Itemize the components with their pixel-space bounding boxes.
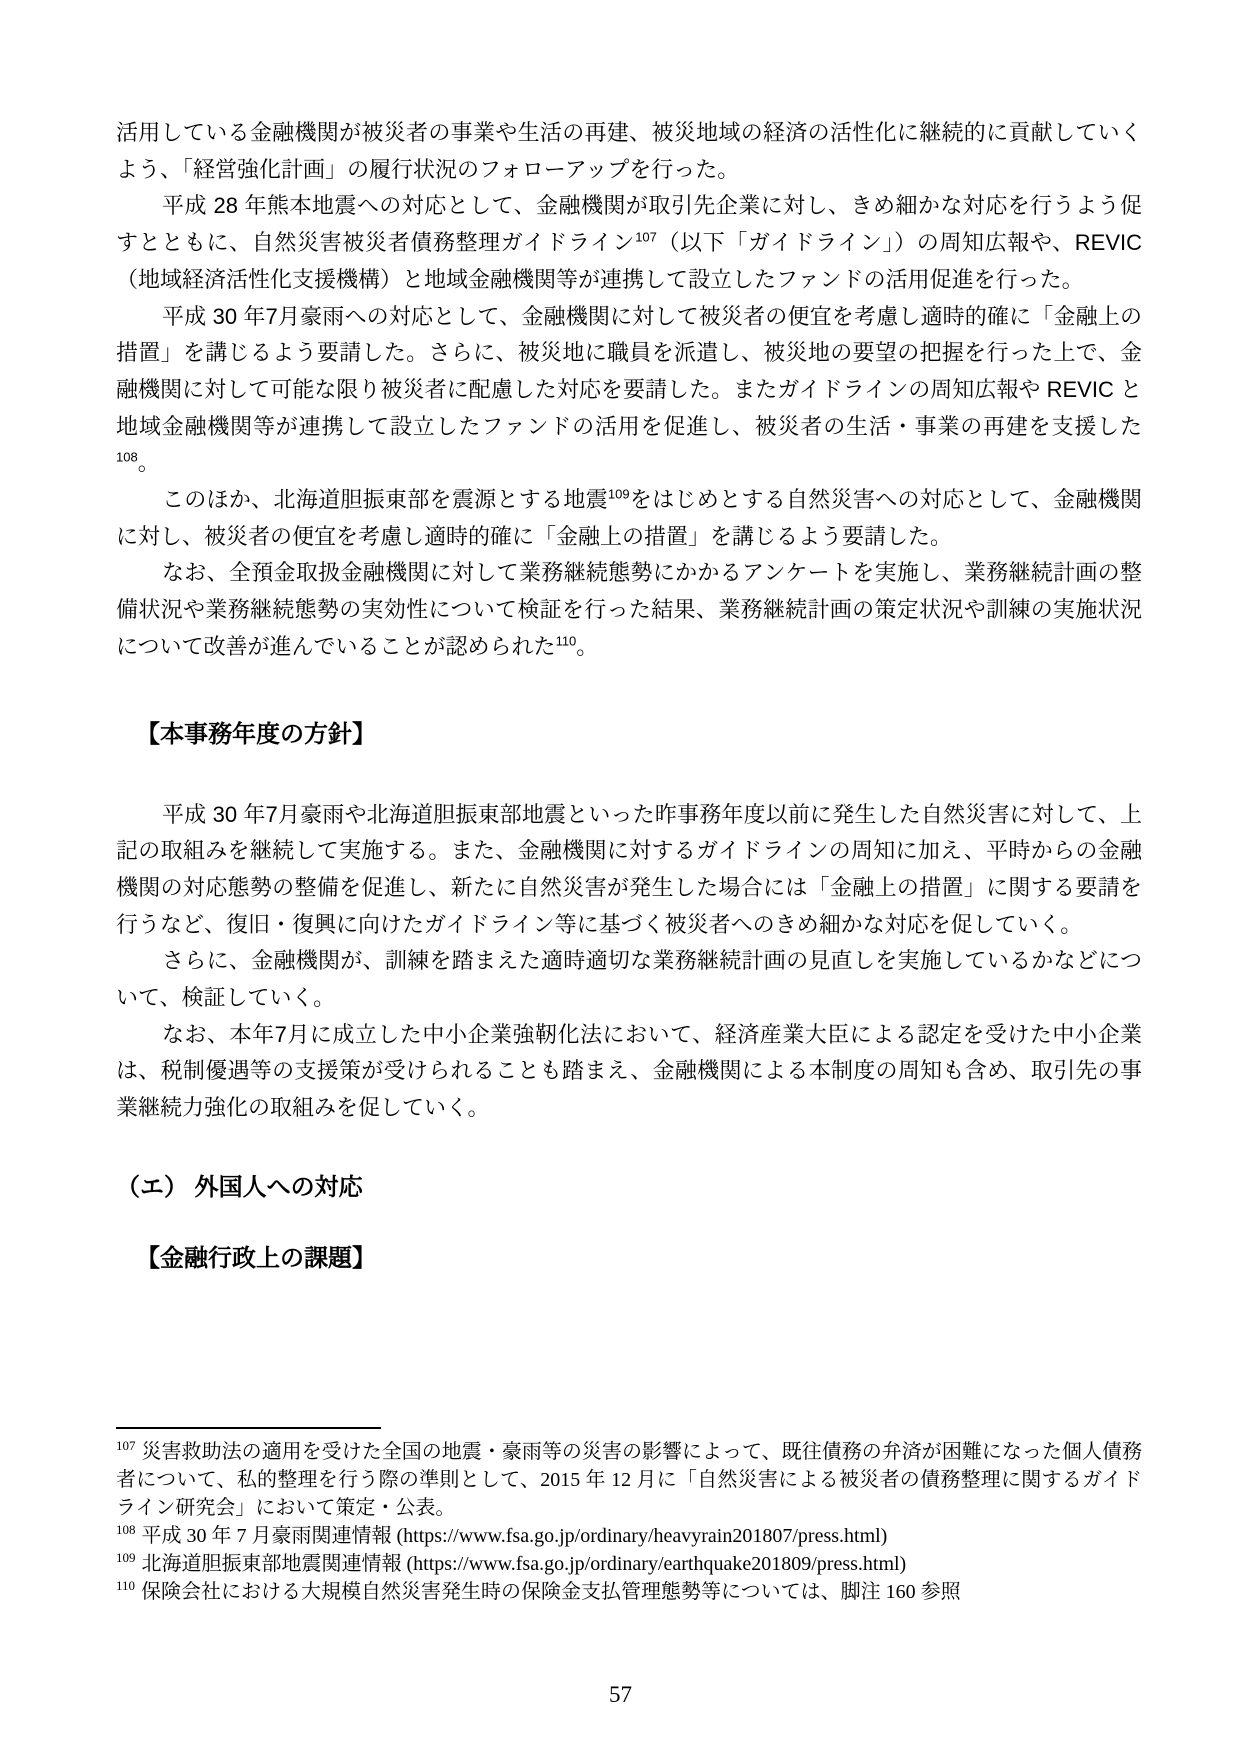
footnote xyxy=(116,1522,1142,1550)
heading-text: 【金融行政上の課題】 xyxy=(136,1244,376,1272)
paragraph-text: （以下「ガイドライン」）の周知広報や、REVIC（地域経済活性化支援機構）と地域金融機関等が連携して設立したファンドの活用促進を行った。 xyxy=(116,230,1142,292)
paragraph-text: 平成 28 年熊本地震への対応として、金融機関が取引先企業に対し、きめ細かな対応を行うよう促すとともに、自然災害被災者債務整理ガイドライン xyxy=(116,193,1142,256)
footnote-text: 災害救助法の適用を受けた全国の地震・豪雨等の災害の影響によって、既往債務の弁済が困難になった個人債務者について、私的整理を行う際の準則として、2015 年 12 月に「自然災害による被災者の債務整理に関するガイドライン研究会」において策定・公表。 xyxy=(116,1441,1142,1519)
paragraph-text: なお、本年7月に成立した中小企業強靭化法において、経済産業大臣による認定を受けた中小企業は、税制優遇等の支援策が受けられることも踏まえ、金融機関による本制度の周知も含め、取引先の事業継続力強化の取組みを促していく。 xyxy=(116,1021,1142,1121)
section-heading-issues xyxy=(116,1239,1142,1279)
paragraph-text: なお、全預金取扱金融機関に対して業務継続態勢にかかるアンケートを実施し、業務継続計画の整備状況や業務継続態勢の実効性について検証を行った結果、業務継続計画の策定状況や訓練の実施状況について改善が進んでいることが認められた xyxy=(116,560,1142,659)
paragraph xyxy=(116,797,1142,944)
paragraph-text: 平成 30 年7月豪雨や北海道胆振東部地震といった昨事務年度以前に発生した自然災害に対して、上記の取組みを継続して実施する。また、金融機関に対するガイドラインの周知に加え、平時からの金融機関の対応態勢の整備を促進し、新たに自然災害が発生した場合には「金融上の措置」に関する要請を行うなど、復旧・復興に向けたガイドライン等に基づく被災者へのきめ細かな対応を促していく。 xyxy=(116,801,1142,937)
paragraph xyxy=(116,1017,1142,1127)
paragraph xyxy=(116,943,1142,1016)
footnote-number: 107 xyxy=(116,1438,136,1454)
footnote-text: 平成 30 年 7 月豪雨関連情報 (https://www.fsa.go.jp/ordinary/heavyrain201807/press.html) xyxy=(141,1525,888,1547)
section-heading-foreigners xyxy=(116,1168,1142,1208)
main-content xyxy=(116,0,1142,1279)
paragraph-text: さらに、金融機関が、訓練を踏まえた適時適切な業務継続計画の見直しを実施しているかなどについて、検証していく。 xyxy=(116,948,1142,1011)
footnotes-section xyxy=(116,1427,1142,1606)
paragraph-text: 。 xyxy=(137,450,160,476)
paragraph xyxy=(116,115,1142,188)
paragraph-text: このほか、北海道胆振東部を震源とする地震 xyxy=(162,487,608,513)
footnote-number: 109 xyxy=(116,1550,136,1566)
footnote xyxy=(116,1438,1142,1522)
paragraph xyxy=(116,555,1142,665)
footnote-ref-107: 107 xyxy=(635,229,657,245)
heading-text: 【本事務年度の方針】 xyxy=(136,720,376,748)
paragraph-text: 平成 30 年7月豪雨への対応として、金融機関に対して被災者の便宜を考慮し適時的確に「金融上の措置」を講じるよう要請した。さらに、被災地に職員を派遣し、被災地の要望の把握を行った上で、金融機関に対して可能な限り被災者に配慮した対応を要請した。またガイドラインの周知広報や REVIC と地域金融機関等が連携して設立したファンドの活用を促進し、被災者の生活・事業の再建を支援した xyxy=(116,303,1142,439)
paragraph xyxy=(116,188,1142,298)
footnote-separator xyxy=(116,1427,381,1429)
paragraph-text: をはじめとする自然災害への対応として、金融機関に対し、被災者の便宜を考慮し適時的確に「金融上の措置」を講じるよう要請した。 xyxy=(116,487,1142,549)
paragraph xyxy=(116,482,1142,555)
footnote-text: 北海道胆振東部地震関連情報 (https://www.fsa.go.jp/ordinary/earthquake201809/press.html) xyxy=(141,1553,907,1575)
paragraph xyxy=(116,299,1142,483)
section-heading-policy xyxy=(116,715,1142,755)
footnote-ref-109: 109 xyxy=(607,486,630,502)
footnote-ref-108: 108 xyxy=(116,450,138,465)
footnote xyxy=(116,1550,1142,1578)
footnote-number: 108 xyxy=(116,1522,136,1538)
page-number: 57 xyxy=(609,1682,632,1707)
paragraph-text: 。 xyxy=(576,633,599,659)
footnote-number: 110 xyxy=(116,1578,136,1594)
footnote xyxy=(116,1578,1142,1606)
footnote-text: 保険会社における大規模自然災害発生時の保険金支払管理態勢等については、脚注 160 参照 xyxy=(141,1581,961,1603)
paragraph-text: 活用している金融機関が被災者の事業や生活の再建、被災地域の経済の活性化に継続的に貢献していくよう、「経営強化計画」の履行状況のフォローアップを行った。 xyxy=(116,120,1142,182)
heading-text: （エ） 外国人への対応 xyxy=(116,1173,363,1201)
footnote-ref-110: 110 xyxy=(555,633,577,649)
